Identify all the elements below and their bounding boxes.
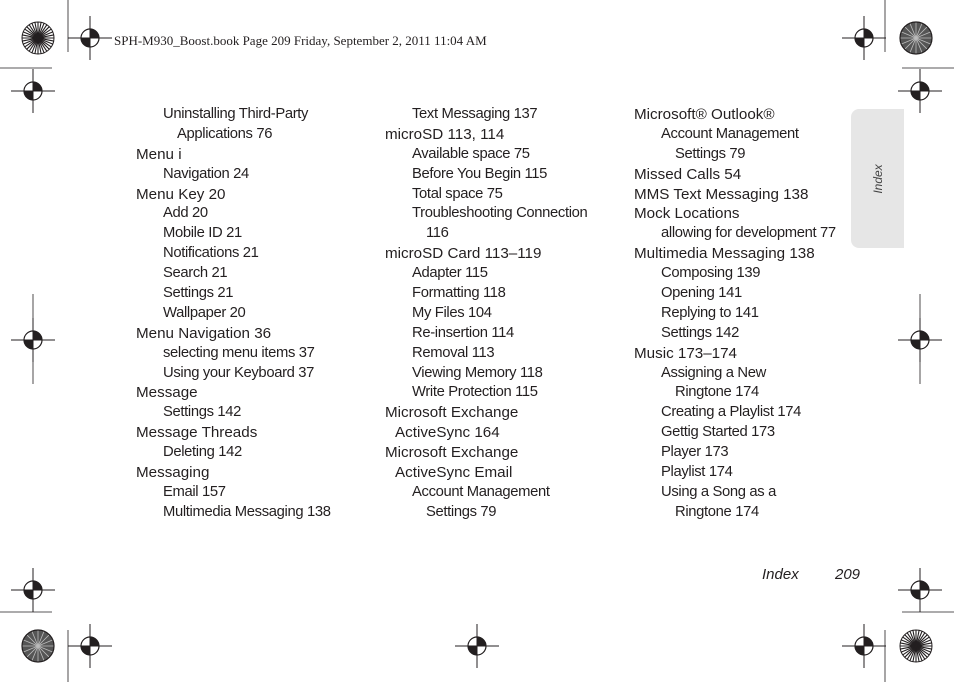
- index-entry: Account Management: [412, 483, 550, 500]
- index-entry: Write Protection 115: [412, 384, 538, 401]
- index-entry: Search 21: [163, 265, 228, 282]
- index-entry: Opening 141: [661, 285, 742, 302]
- index-entry: Message: [136, 384, 198, 402]
- index-entry: Replying to 141: [661, 304, 759, 321]
- index-entry: My Files 104: [412, 304, 492, 321]
- print-header: SPH-M930_Boost.book Page 209 Friday, September 2, 2011 11:04 AM: [114, 33, 487, 48]
- index-entry: Music 173–174: [634, 344, 738, 362]
- index-entry: Before You Begin 115: [412, 165, 548, 182]
- index-entry: Account Management: [661, 125, 799, 142]
- index-entry: Microsoft Exchange: [385, 404, 519, 422]
- index-entry: Removal 113: [412, 344, 495, 361]
- index-entry: Mock Locations: [634, 205, 740, 223]
- index-entry: Wallpaper 20: [163, 304, 246, 321]
- index-entry: microSD 113, 114: [385, 125, 505, 143]
- index-entry: Composing 139: [661, 265, 761, 282]
- index-entry: Navigation 24: [163, 165, 249, 182]
- index-entry: Applications 76: [177, 125, 273, 142]
- index-entry: 116: [426, 225, 449, 242]
- index-entry: Player 173: [661, 444, 729, 461]
- index-entry: ActiveSync 164: [395, 424, 500, 442]
- registration-star-bottom-right: [900, 630, 932, 662]
- index-entry: Playlist 174: [661, 464, 733, 481]
- index-entry: MMS Text Messaging 138: [634, 185, 809, 203]
- index-entry: Available space 75: [412, 145, 530, 162]
- index-entry: Uninstalling Third-Party: [163, 106, 309, 122]
- index-entry: allowing for development 77: [661, 225, 836, 242]
- index-entry: Mobile ID 21: [163, 225, 242, 242]
- index-entry: Settings 142: [661, 324, 740, 341]
- index-entry: Settings 79: [675, 145, 746, 162]
- side-tab: [851, 109, 904, 248]
- index-entry: Viewing Memory 118: [412, 364, 543, 381]
- index-entry: Missed Calls 54: [634, 165, 742, 183]
- index-entry: Gettig Started 173: [661, 424, 775, 441]
- registration-star-bottom-left: [22, 630, 54, 662]
- index-entry: Ringtone 174: [675, 503, 759, 520]
- index-entry: Using a Song as a: [661, 483, 776, 500]
- index-entry: Add 20: [163, 205, 208, 222]
- index-entry: Re-insertion 114: [412, 324, 514, 341]
- index-entry: Email 157: [163, 483, 226, 500]
- index-entry: Notifications 21: [163, 245, 259, 262]
- index-column-2: [385, 105, 625, 523]
- index-entry: Adapter 115: [412, 265, 488, 282]
- side-tab-label: Index: [870, 163, 885, 194]
- index-entry: Message Threads: [136, 424, 258, 442]
- registration-star-top-left: [22, 22, 54, 54]
- index-entry: Microsoft Exchange: [385, 444, 519, 462]
- index-entry: Multimedia Messaging 138: [634, 245, 815, 263]
- index-entry: Settings 79: [426, 503, 497, 520]
- registration-star-top-right: [900, 22, 932, 54]
- index-entry: Menu Key 20: [136, 185, 226, 203]
- index-entry: Settings 142: [163, 404, 242, 421]
- index-entry: Microsoft® Outlook®: [634, 106, 775, 123]
- page-number: 209: [835, 566, 861, 583]
- index-entry: Using your Keyboard 37: [163, 364, 315, 381]
- index-entry: Formatting 118: [412, 285, 506, 302]
- index-entry: Creating a Playlist 174: [661, 404, 801, 421]
- index-column-3: [634, 105, 849, 523]
- index-entry: Multimedia Messaging 138: [163, 503, 331, 520]
- index-entry: Settings 21: [163, 285, 234, 302]
- index-column-1: [136, 105, 376, 523]
- index-entry: Messaging: [136, 464, 210, 482]
- index-entry: Troubleshooting Connection: [412, 205, 588, 222]
- index-entry: microSD Card 113–119: [385, 245, 542, 263]
- index-entry: Deleting 142: [163, 444, 242, 461]
- index-entry: ActiveSync Email: [395, 464, 513, 482]
- index-entry: Menu i: [136, 145, 182, 163]
- index-entry: Ringtone 174: [675, 384, 759, 401]
- index-entry: Menu Navigation 36: [136, 324, 272, 342]
- footer-section-label: Index: [762, 566, 799, 583]
- index-entry: Text Messaging 137: [412, 106, 538, 122]
- index-entry: selecting menu items 37: [163, 344, 315, 361]
- index-entry: Assigning a New: [661, 364, 766, 381]
- index-entry: Total space 75: [412, 185, 503, 202]
